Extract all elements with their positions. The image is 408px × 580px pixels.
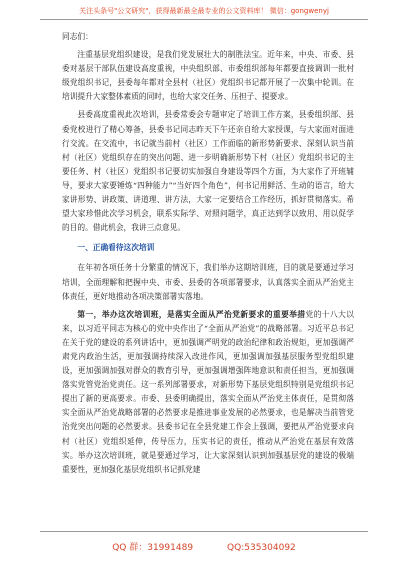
section-heading-1: 一、正确看待这次培训 <box>77 243 155 253</box>
contact-footer <box>0 540 408 553</box>
header-divider <box>40 19 368 20</box>
paragraph-2: 县委高度重视此次培训，县委常委会专题审定了培训工作方案，县委组织部、县委党校进行了精心筹备，县委书记同志昨天下午还亲自给大家授课，与大家面对面进行交流。在交流中，书记就当前村（社区）工作面临的新形势新要求、深刻认识当前村（社区）党组织存在的突出问题、进一步明确新形势下村（社区）党组织书记的主要任务、村（社区）党组织书记要切实加强自身建设等四个方面，为大家作了开班辅导，要求大家要锤炼“四种能力”“当好四个角色”，何书记用鲜活、生动的语言，给大家讲形势、讲政策、讲道理、讲方法，大家一定要结合工作经历，抓好贯彻落实。希望大家珍惜此次学习机会，联系实际学、对照问题学，真正达到学以致用、用以促学的目的。借此机会，我讲三点意见。 <box>62 110 354 233</box>
qq-number: QQ:535304092 <box>227 543 296 553</box>
paragraph-4 <box>62 308 354 477</box>
paragraph-4-lead: 第一，举办这次培训班，是落实全面从严治党新要求的重要举措 <box>77 309 306 319</box>
promo-banner: 关注头条号"公文研究"，获得最新最全最专业的公文资料库！ 微信：gongwenyj <box>79 7 329 15</box>
qq-group: QQ 群：31991489 <box>112 543 194 553</box>
paragraph-1: 注重基层党组织建设，是我们党发展壮大的制胜法宝。近年来，中央、市委、县委对基层干部队伍建设高度重视，中央组织部、市委组织部每年都要直接调训一批村级党组织书记，县委每年都对全县村（社区）党组织书记都开展了一次集中轮训。在培训提升大家整体素质的同时，也给大家交任务、压担子、提要求。 <box>62 50 354 102</box>
paragraph-3: 在年初各项任务十分繁重的情况下，我们举办这期培训班，目的就是要通过学习培训，全面理解和把握中央、市委、县委的各项部署要求，认真落实全面从严治党主体责任，更好地推动各项决策部署实落地。 <box>62 263 354 301</box>
paragraph-4-body: 党的十八大以来，以习近平同志为核心的党中央作出了“全面从严治党”的战略部署。习近平总书记在关于党的建设的系列讲话中，更加强调严明党的政治纪律和政治规矩，更加强调严肃党内政治生活，更加强调持续深入改进作风，更加强调加强基层服务型党组织建设，更加强调加强对群众的教育引导，更加强调增强阵地意识和责任担当，更加强调落实党管党治党责任。这一系列部署要求，对新形势下基层党组织特别是党组织书记提出了新的更高要求。市委、县委明确提出，落实全面从严治党主体责任，是贯彻落实全面从严治党战略部署的必然要求是推进事业发展的必然要求，也是解决当前管党治党突出问题的必然要求。县委书记在全县党建工作会上强调，要把从严治党要求向村（社区）党组织延伸，传导压力，压实书记的责任，推动从严治党在基层有效落实。举办这次培训班，就是要通过学习，让大家深刻认识到加强基层党的建设的极端重要性，更加强化基层党组织书记抓党建 <box>62 309 354 474</box>
footer-divider <box>40 531 368 532</box>
salutation: 同志们： <box>62 32 93 41</box>
document-body <box>62 30 354 477</box>
